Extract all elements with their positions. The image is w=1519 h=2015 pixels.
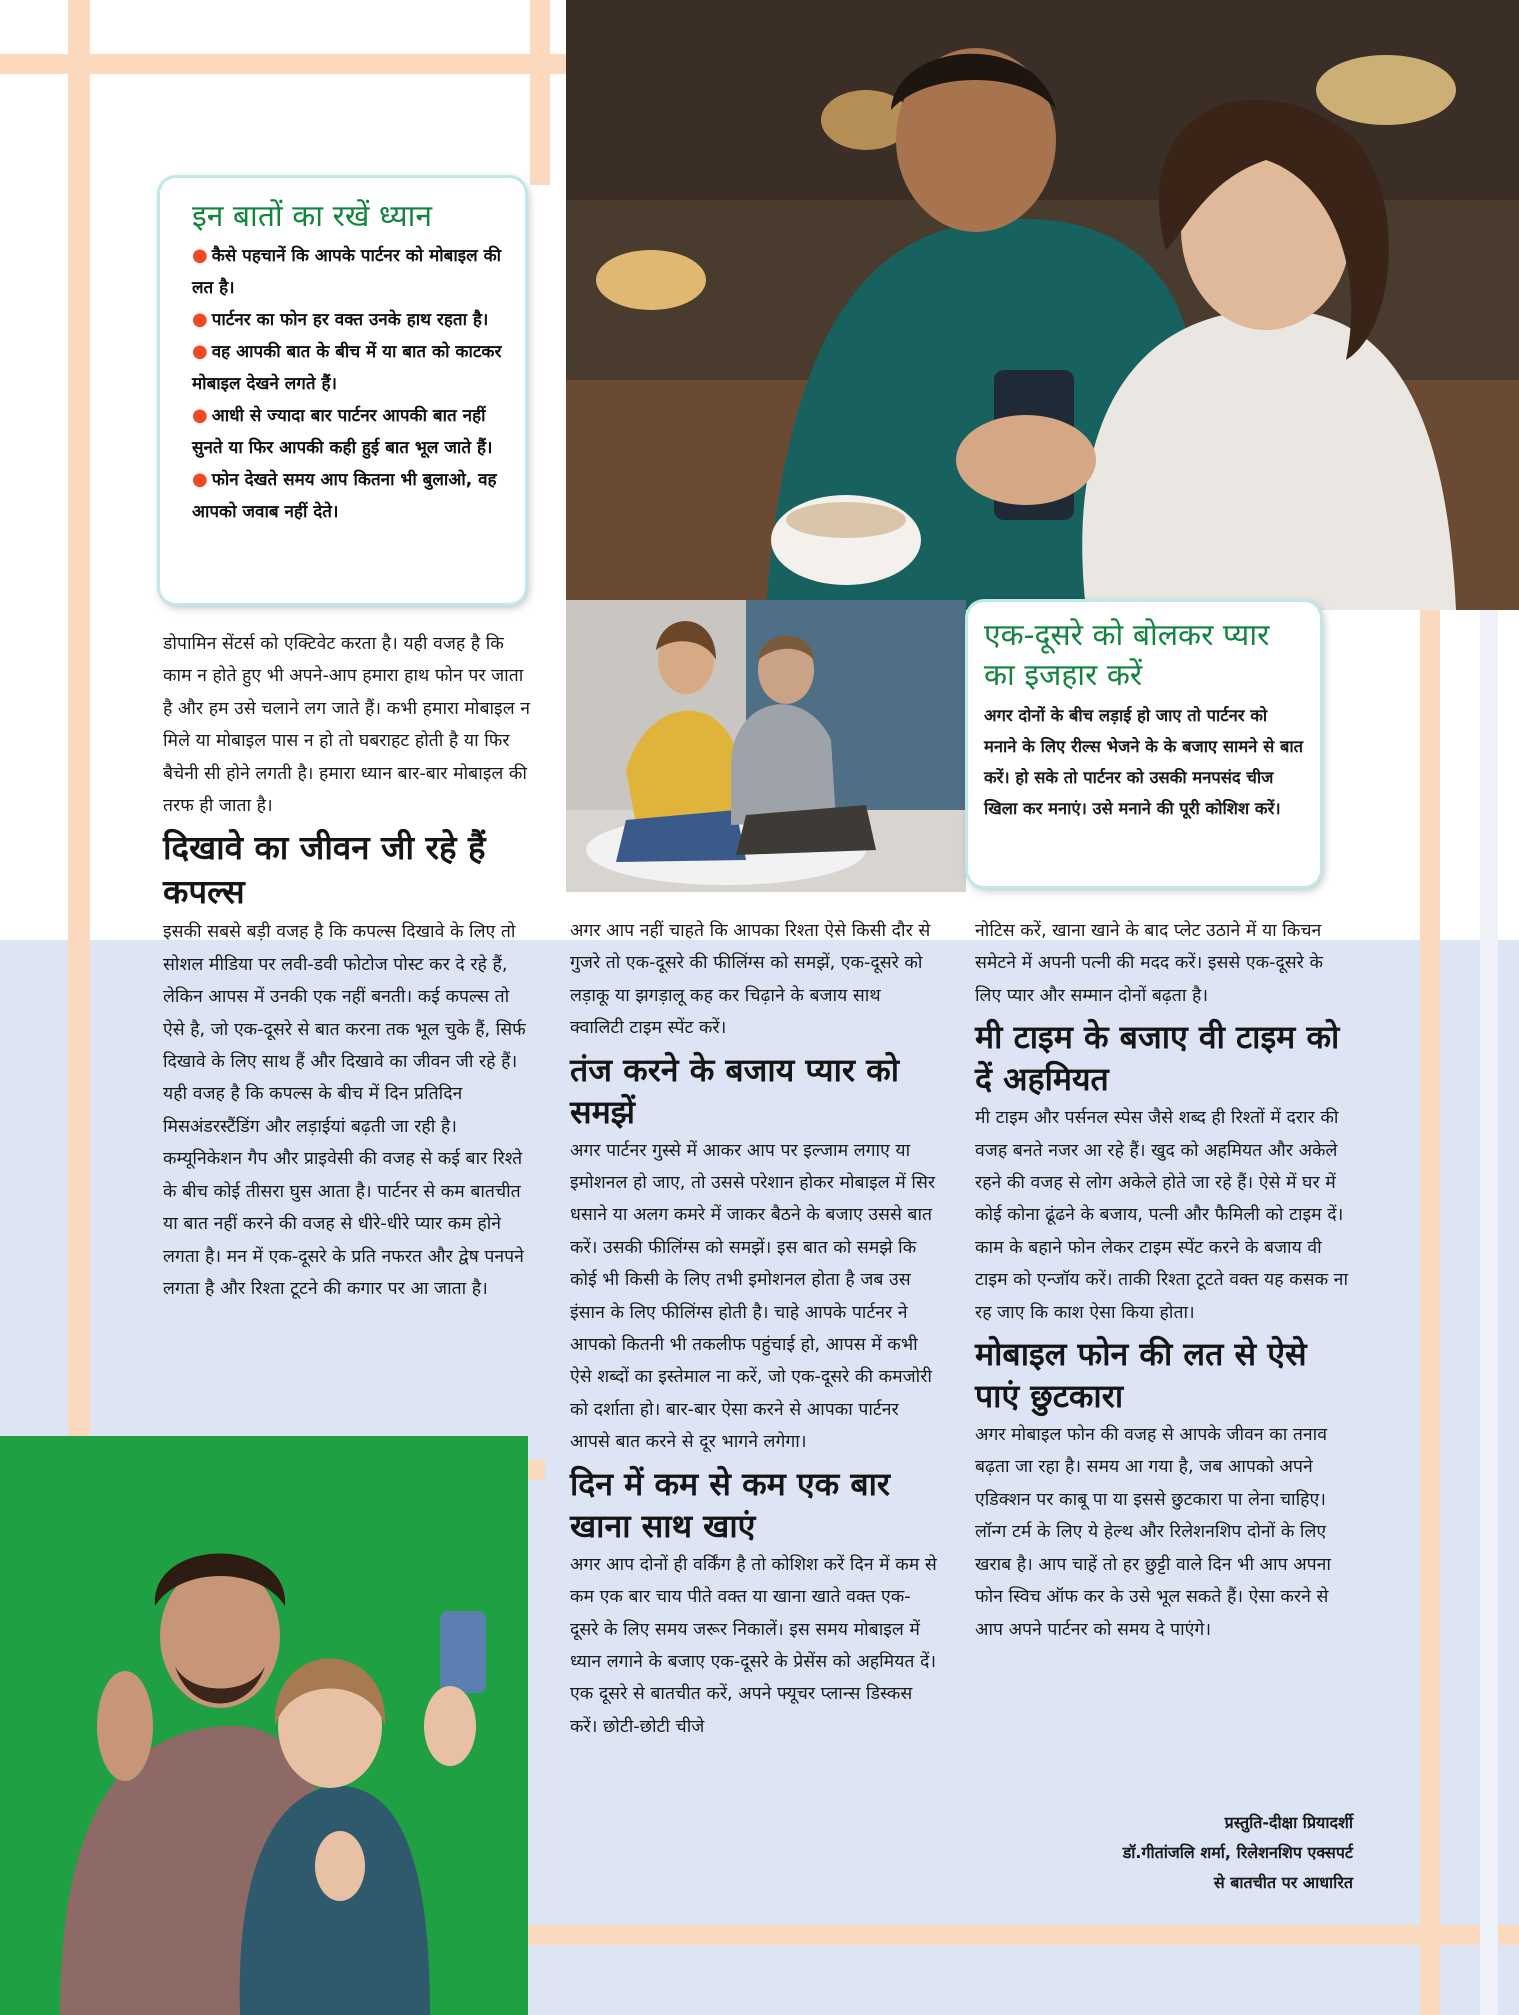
column-1-body: इसकी सबसे बड़ी वजह है कि कपल्स दिखावे के लिए तो सोशल मीडिया पर लवी-डवी फोटोज पोस्ट कर दे रहे हैं, लेकिन आपस में उनकी एक नहीं बनती। कई कपल्स तो ऐसे है, जो एक-दूसरे से बात करना तक भूल चुके हैं, सिर्फ दिखावे के लिए साथ हैं और दिखावे का जीवन जी रहे हैं। यही वजह है कि कपल्स के बीच में दिन प्रतिदिन मिसअंडरस्टैंडिंग और लड़ाईयां बढ़ती जा रही है। कम्यूनिकेशन गैप और प्राइवेसी की वजह से कई बार रिश्ते के बीच कोई तीसरा घुस आता है। पार्टनर से कम बातचीत या बात नहीं करने की वजह से धीरे-धीरे प्यार कम होने लगता है। मन में एक-दूसरे के प्रति नफरत और द्वेष पनपने लगता है और रिश्ता टूटने की कगार पर आ जाता है। bbox=[163, 922, 526, 1299]
column-2-body-1: अगर पार्टनर गुस्से में आकर आप पर इल्जाम लगाए या इमोशनल हो जाए, तो उससे परेशान होकर मोबाइल में सिर धसाने या अलग कमरे में जाकर बैठने के बजाए उससे बात करें। उसकी फीलिंग्स को समझें। इस बात को समझे कि कोई भी किसी के लिए तभी इमोशनल होता है जब उस इंसान के लिए फीलिंग्स होती है। चाहे आपके पार्टनर ने आपको कितनी भी तकलीफ पहुंचाई हो, आपस में कभी ऐसे शब्दों का इस्तेमाल ना करें, जो एक-दूसरे की कमजोरी को दर्शाता हो। बार-बार ऐसा करने से आपका पार्टनर आपसे बात करने से दूर भागने लगेगा। bbox=[570, 1140, 936, 1453]
credits bbox=[975, 1808, 1353, 1898]
heading-tanj: तंज करने के बजाय प्यार को समझें bbox=[570, 1050, 899, 1131]
column-2-body-2: अगर आप दोनों ही वर्किंग है तो कोशिश करें दिन में कम से कम एक बार चाय पीते वक्त या खाना खाते वक्त एक-दूसरे के लिए समय जरूर निकालें। इस समय मोबाइल में ध्यान लगाने के बजाए एक-दूसरे के प्रेसेंस को अहमियत दें। एक दूसरे से बातचीत करें, अपने फ्यूचर प्लान्स डिस्कस करें। छोटी-छोटी चीजे bbox=[570, 1554, 937, 1737]
column-1 bbox=[163, 628, 535, 1305]
tips-box-title: इन बातों का रखें ध्यान bbox=[192, 199, 433, 234]
heading-we-time: मी टाइम के बजाए वी टाइम को दें अहमियत bbox=[975, 1018, 1340, 1099]
photo-couple-cafe bbox=[566, 0, 1519, 610]
column-3-body-2: अगर मोबाइल फोन की वजह से आपके जीवन का तनाव बढ़ता जा रहा है। समय आ गया है, जब आपको अपने एडिक्शन पर काबू पा या इससे छुटकारा पा लेना चाहिए। लॉन्ग टर्म के लिए ये हेल्थ और रिलेशनशिप दोनों के लिए खराब है। आप चाहें तो हर छुट्टी वाले दिन भी आप अपना फोन स्विच ऑफ कर के उसे भूल सकते हैं। ऐसा करने से आप अपने पार्टनर को समय दे पाएंगे। bbox=[975, 1425, 1331, 1640]
bullet-icon: ● bbox=[192, 309, 208, 330]
heading-mobile-lat: मोबाइल फोन की लत से ऐसे पाएं छुटकारा bbox=[975, 1335, 1307, 1416]
photo-couple-back-to-back bbox=[566, 600, 966, 892]
column-1-intro: डोपामिन सेंटर्स को एक्टिवेट करता है। यही वजह है कि काम न होते हुए भी अपने-आप हमारा हाथ फोन पर जाता है और हम उसे चलाने लग जाते हैं। कभी हमारा मोबाइल न मिले या मोबाइल पास न हो तो घबराहट होती है या फिर बैचेनी सी होने लगती है। हमारा ध्यान बार-बार मोबाइल की तरफ ही जाता है। bbox=[163, 634, 530, 817]
column-3-intro: नोटिस करें, खाना खाने के बाद प्लेट उठाने में या किचन समेटने में अपनी पत्नी की मदद करें। इससे एक-दूसरे के लिए प्यार और सम्मान दोनों बढ़ता है। bbox=[975, 921, 1323, 1006]
tips-box bbox=[160, 178, 525, 603]
love-box-text: अगर दोनों के बीच लड़ाई हो जाए तो पार्टनर को मनाने के लिए रील्स भेजने के के बजाए सामने से बात करें। हो सके तो पार्टनर को उसकी मनपसंद चीज खिला कर मनाएं। उसे मनाने की पूरी कोशिश करें। bbox=[984, 706, 1304, 818]
frame-line-right bbox=[1420, 548, 1440, 2015]
credit-line-3: से बातचीत पर आधारित bbox=[1213, 1873, 1353, 1892]
love-box bbox=[968, 602, 1320, 886]
column-2 bbox=[570, 915, 938, 1743]
column-2-intro: अगर आप नहीं चाहते कि आपका रिश्ता ऐसे किसी दौर से गुजरे तो एक-दूसरे की फीलिंग्स को समझें, एक-दूसरे को लड़ाकू या झगड़ालू कह कर चिढ़ाने के बजाय साथ क्वालिटी टाइम स्पेंट करें। bbox=[570, 921, 931, 1039]
photo-couple-selfie bbox=[0, 1436, 528, 2015]
love-box-title: एक-दूसरे को बोलकर प्यार का इजहार करें bbox=[984, 618, 1270, 693]
column-3-body-1: मी टाइम और पर्सनल स्पेस जैसे शब्द ही रिश्तों में दरार की वजह बनते नजर आ रहे हैं। खुद को अहमियत और अकेले रहने की वजह से लोग अकेले होते जा रहे हैं। ऐसे में घर में कोई कोना ढूंढने के बजाय, पत्नी और फैमिली को टाइम दें। काम के बहाने फोन लेकर टाइम स्पेंट करने के बजाय वी टाइम को एन्जॉय करें। ताकी रिश्ता टूटते वक्त यह कसक ना रह जाए कि काश ऐसा किया होता। bbox=[975, 1108, 1349, 1323]
tips-list bbox=[192, 240, 512, 528]
list-item: ● पार्टनर का फोन हर वक्त उनके हाथ रहता है। bbox=[192, 309, 489, 330]
bullet-icon: ● bbox=[192, 245, 208, 266]
heading-dikhave: दिखावे का जीवन जी रहे हैं कपल्स bbox=[163, 828, 486, 912]
list-item: ● वह आपकी बात के बीच में या बात को काटकर मोबाइल देखने लगते हैं। bbox=[192, 341, 502, 394]
frame-line-top-vertical bbox=[530, 0, 550, 185]
list-item: ● कैसे पहचानें कि आपके पार्टनर को मोबाइल की लत है। bbox=[192, 245, 502, 298]
credit-line-2: डॉ.गीतांजलि शर्मा, रिलेशनशिप एक्सपर्ट bbox=[1122, 1843, 1353, 1862]
column-3 bbox=[975, 915, 1353, 1646]
bullet-icon: ● bbox=[192, 341, 208, 362]
heading-khana-saath: दिन में कम से कम एक बार खाना साथ खाएं bbox=[570, 1464, 890, 1545]
bullet-icon: ● bbox=[192, 405, 208, 426]
frame-line-bottom bbox=[462, 1925, 1519, 1945]
list-item: ● आधी से ज्यादा बार पार्टनर आपकी बात नहीं सुनते या फिर आपकी कही हुई बात भूल जाते हैं। bbox=[192, 405, 493, 458]
list-item: ● फोन देखते समय आप कितना भी बुलाओ, वह आपको जवाब नहीं देते। bbox=[192, 469, 497, 522]
bullet-icon: ● bbox=[192, 469, 208, 490]
credit-line-1: प्रस्तुति-दीक्षा प्रियादर्शी bbox=[1224, 1813, 1353, 1832]
